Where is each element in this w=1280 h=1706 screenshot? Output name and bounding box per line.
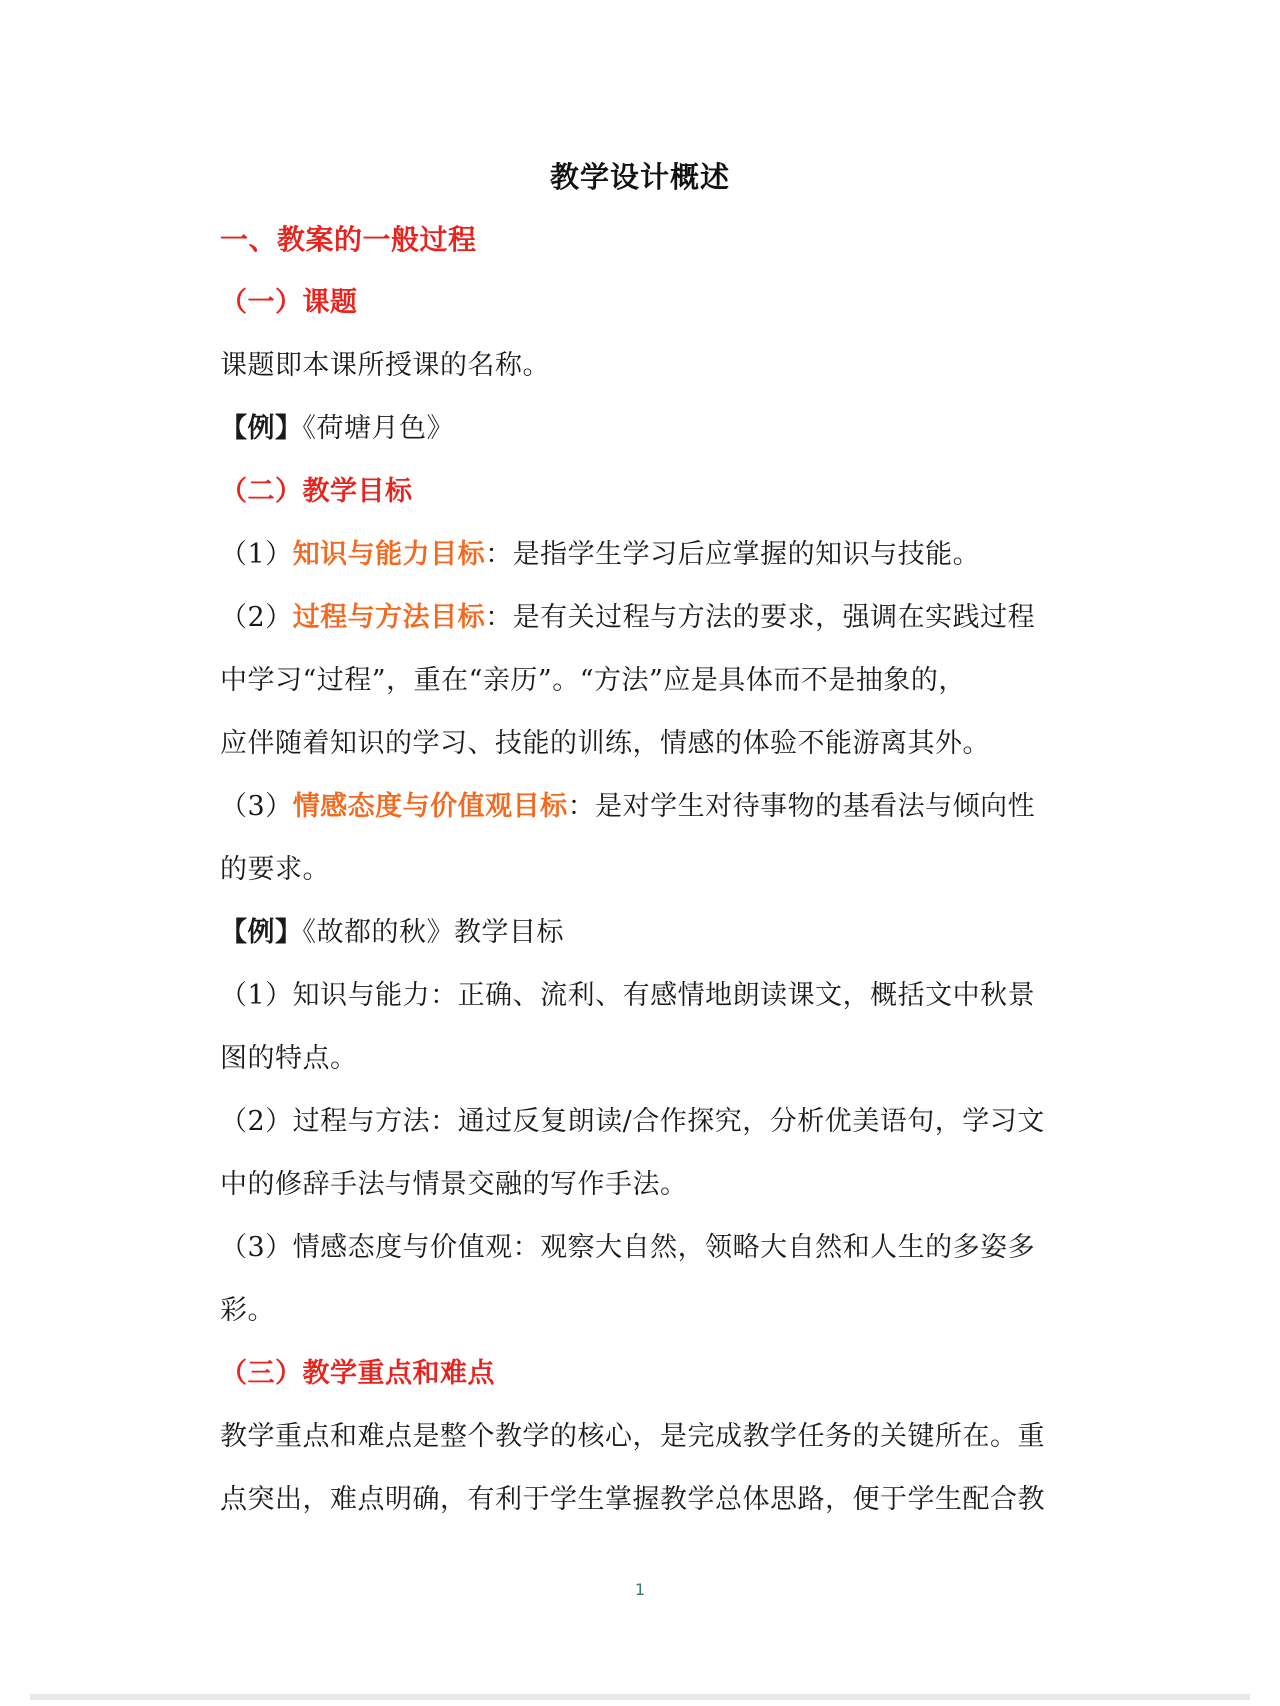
- example-tag: 【例】: [220, 917, 303, 948]
- example-line-1: [220, 409, 1060, 449]
- paragraph-key-points: 教学重点和难点是整个教学的核心，是完成教学任务的关键所在。重: [220, 1421, 1045, 1452]
- example-goal-1: （1）知识与能力：正确、流利、有感情地朗读课文，概括文中秋景: [220, 980, 1036, 1011]
- example-goal-1-continued: 图的特点。: [220, 1043, 358, 1074]
- example-goal-2-continued: 中的修辞手法与情景交融的写作手法。: [220, 1169, 688, 1200]
- goal-number: （2）: [220, 602, 293, 633]
- subsection-heading-2: （二）教学目标: [220, 476, 413, 507]
- page-number: 1: [634, 1580, 646, 1599]
- example-text: 《荷塘月色》: [302, 413, 454, 444]
- goal-number: （3）: [220, 791, 293, 822]
- goal-label: 情感态度与价值观目标: [292, 791, 568, 822]
- subsection-heading-1: （一）课题: [220, 287, 358, 318]
- goal-item-2-continued: 中学习“过程”，重在“亲历”。“方法”应是具体而不是抽象的，: [220, 665, 966, 696]
- example-tag: 【例】: [220, 413, 303, 444]
- example-line-2: [220, 913, 1060, 953]
- paragraph-topic-definition: 课题即本课所授课的名称。: [220, 350, 550, 381]
- section-heading-1: 一、教案的一般过程: [220, 223, 477, 256]
- goal-label: 过程与方法目标: [292, 602, 486, 633]
- example-goal-3: （3）情感态度与价值观：观察大自然，领略大自然和人生的多姿多: [220, 1232, 1036, 1263]
- goal-item-2-continued: 应伴随着知识的学习、技能的训练，情感的体验不能游离其外。: [220, 728, 990, 759]
- page-bottom-edge: [30, 1694, 1250, 1700]
- document-title: 教学设计概述: [549, 160, 730, 194]
- goal-item-3-continued: 的要求。: [220, 854, 330, 885]
- goal-label: 知识与能力目标: [292, 539, 486, 570]
- example-text: 《故都的秋》教学目标: [302, 917, 564, 948]
- goal-item-2: [220, 598, 1060, 638]
- goal-item-1: [220, 535, 1060, 575]
- example-goal-3-continued: 彩。: [220, 1295, 275, 1326]
- paragraph-key-points-continued: 点突出，难点明确，有利于学生掌握教学总体思路，便于学生配合教: [220, 1484, 1045, 1515]
- goal-text: ：是有关过程与方法的要求，强调在实践过程: [485, 602, 1036, 633]
- goal-text: ：是指学生学习后应掌握的知识与技能。: [485, 539, 981, 570]
- goal-text: ：是对学生对待事物的基看法与倾向性: [567, 791, 1036, 822]
- example-goal-2: （2）过程与方法：通过反复朗读/合作探究，分析优美语句，学习文: [220, 1106, 1045, 1137]
- goal-number: （1）: [220, 539, 293, 570]
- subsection-heading-3: （三）教学重点和难点: [220, 1358, 495, 1389]
- goal-item-3: [220, 787, 1060, 827]
